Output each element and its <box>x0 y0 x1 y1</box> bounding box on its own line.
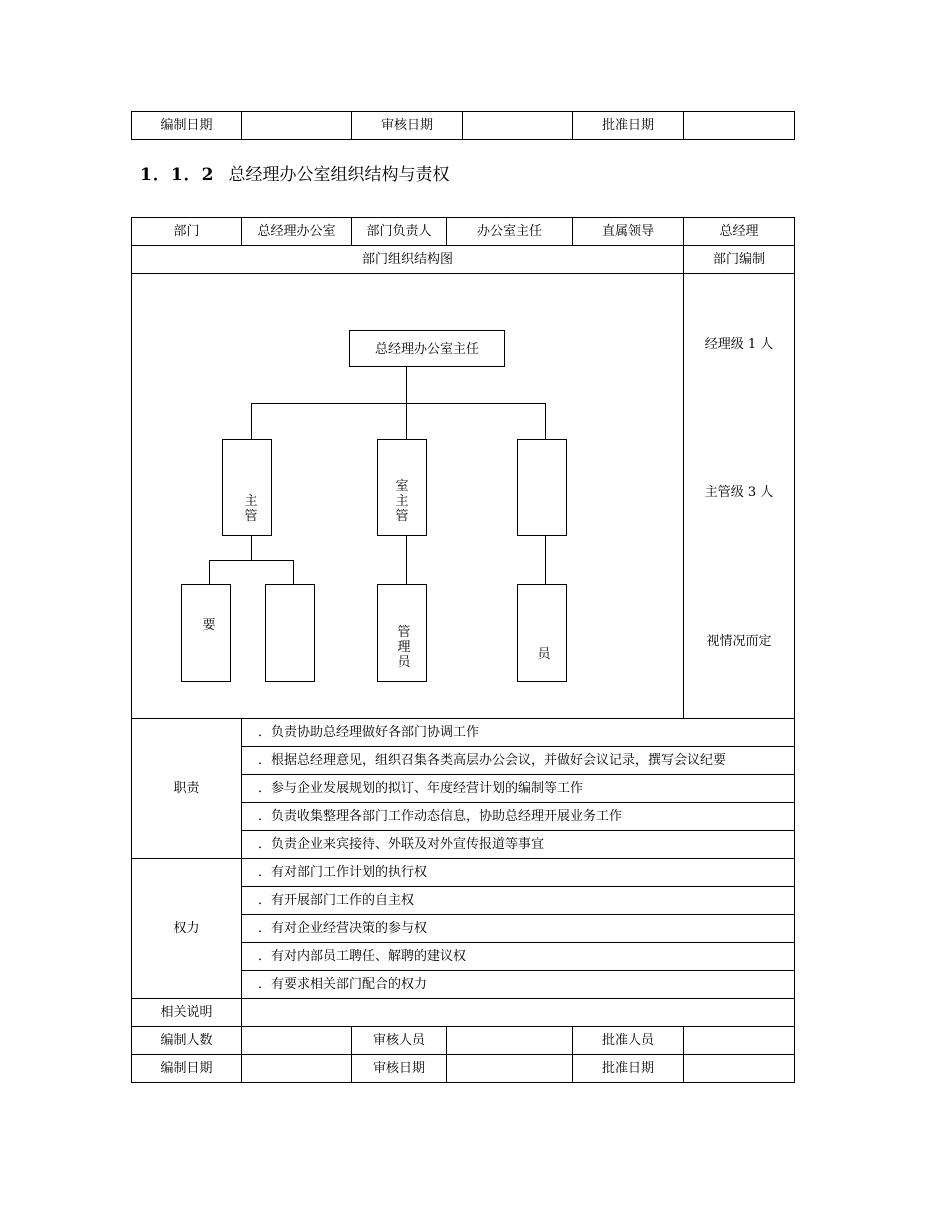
compile-date-value[interactable] <box>242 112 352 140</box>
dept-header-row <box>132 218 795 246</box>
level3-label-1: 要 <box>202 618 216 633</box>
approve-date-label: 批准日期 <box>573 112 684 140</box>
duty-row <box>132 719 795 747</box>
level2-label-2: 室主管 <box>395 479 409 524</box>
power-item: ．有要求相关部门配合的权力 <box>242 971 795 999</box>
staffing-title: 部门编制 <box>684 246 795 274</box>
dept-value: 总经理办公室 <box>242 218 352 246</box>
section-number: 1．1．2 <box>140 165 215 185</box>
review-date-label: 审核日期 <box>352 112 463 140</box>
compile-date-value[interactable] <box>242 1055 352 1083</box>
compiled-count-label: 编制人数 <box>132 1027 242 1055</box>
org-chart-row <box>132 274 795 719</box>
staff-signoff-row <box>132 1027 795 1055</box>
level2-box-3 <box>518 440 567 536</box>
power-item: ．有对企业经营决策的参与权 <box>242 915 795 943</box>
approver-value[interactable] <box>684 1027 795 1055</box>
review-date-label: 审核日期 <box>352 1055 447 1083</box>
level3-label-3: 管理员 <box>397 625 411 670</box>
org-chart-cell <box>132 274 684 719</box>
org-chart-title: 部门组织结构图 <box>132 246 684 274</box>
notes-label: 相关说明 <box>132 999 242 1027</box>
reviewer-value[interactable] <box>447 1027 573 1055</box>
date-signoff-row <box>132 1055 795 1083</box>
leader-value: 总经理 <box>684 218 795 246</box>
staffing-level2: 主管级 3 人 <box>704 485 774 500</box>
section-title: 总经理办公室组织结构与责权 <box>228 165 450 185</box>
review-date-value[interactable] <box>447 1055 573 1083</box>
notes-value[interactable] <box>242 999 795 1027</box>
level2-label-1: 主管 <box>244 494 258 524</box>
leader-label: 直属领导 <box>573 218 684 246</box>
level3-label-4: 员 <box>537 647 551 662</box>
table-row <box>132 112 795 140</box>
org-chart <box>132 274 683 718</box>
level3-box-1 <box>182 585 231 682</box>
staffing-level3: 视情况而定 <box>706 634 772 649</box>
level3-box-4 <box>518 585 567 682</box>
staffing-level1: 经理级 1 人 <box>704 337 774 352</box>
duties-label: 职责 <box>132 719 242 859</box>
notes-row <box>132 999 795 1027</box>
compiled-count-value[interactable] <box>242 1027 352 1055</box>
approve-date-label: 批准日期 <box>573 1055 684 1083</box>
duty-item: ．参与企业发展规划的拟订、年度经营计划的编制等工作 <box>242 775 795 803</box>
compile-date-label: 编制日期 <box>132 1055 242 1083</box>
powers-label: 权力 <box>132 859 242 999</box>
org-header-row <box>132 246 795 274</box>
approver-label: 批准人员 <box>573 1027 684 1055</box>
review-date-value[interactable] <box>463 112 573 140</box>
duty-item: ．负责收集整理各部门工作动态信息，协助总经理开展业务工作 <box>242 803 795 831</box>
duty-item: ．根据总经理意见，组织召集各类高层办公会议，并做好会议记录，撰写会议纪要 <box>242 747 795 775</box>
power-item: ．有对部门工作计划的执行权 <box>242 859 795 887</box>
head-label: 部门负责人 <box>352 218 447 246</box>
top-box-label: 总经理办公室主任 <box>374 342 480 357</box>
top-approval-table <box>131 111 795 140</box>
duty-item: ．负责协助总经理做好各部门协调工作 <box>242 719 795 747</box>
power-item: ．有对内部员工聘任、解聘的建议权 <box>242 943 795 971</box>
level3-box-2 <box>266 585 315 682</box>
department-table <box>131 217 795 1083</box>
dept-label: 部门 <box>132 218 242 246</box>
approve-date-value[interactable] <box>684 112 795 140</box>
head-value: 办公室主任 <box>447 218 573 246</box>
compile-date-label: 编制日期 <box>132 112 242 140</box>
power-item: ．有开展部门工作的自主权 <box>242 887 795 915</box>
reviewer-label: 审核人员 <box>352 1027 447 1055</box>
section-heading <box>140 160 450 185</box>
staffing-cell <box>684 274 795 719</box>
duty-item: ．负责企业来宾接待、外联及对外宣传报道等事宜 <box>242 831 795 859</box>
approve-date-value[interactable] <box>684 1055 795 1083</box>
power-row <box>132 859 795 887</box>
